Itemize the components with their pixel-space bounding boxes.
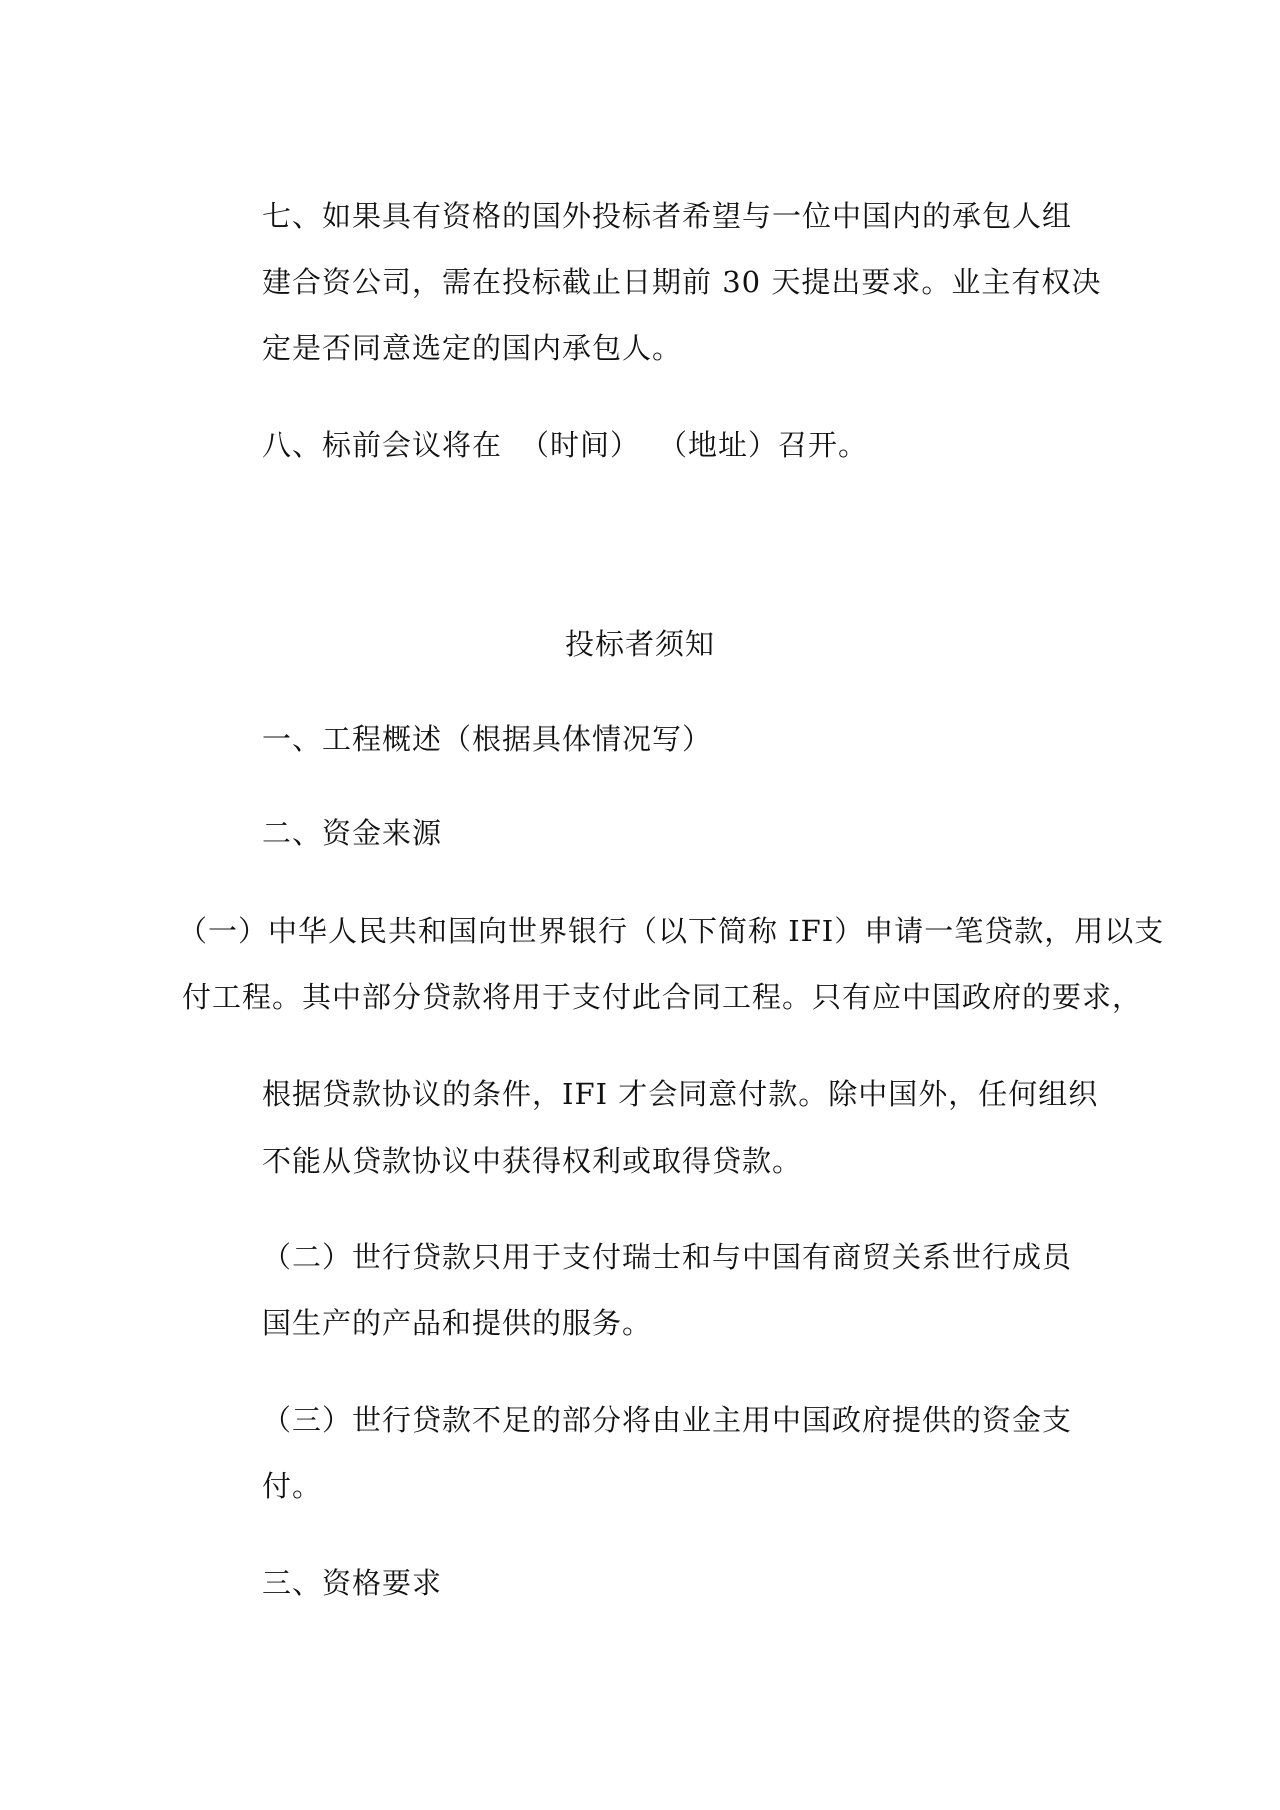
- item-1-overview: 一、工程概述（根据具体情况写）: [262, 722, 713, 756]
- sub-3-line-1: （三）世行贷款不足的部分将由业主用中国政府提供的资金支: [262, 1403, 1073, 1437]
- sub-2-line-2: 国生产的产品和提供的服务。: [262, 1306, 653, 1340]
- section-title: 投标者须知: [564, 627, 715, 661]
- clause-7-line-3: 定是否同意选定的国内承包人。: [262, 331, 683, 365]
- sub-2-line-1: （二）世行贷款只用于支付瑞士和与中国有商贸关系世行成员: [262, 1240, 1073, 1274]
- clause-8: [262, 425, 868, 465]
- clause-7-line-2: 建合资公司，需在投标截止日期前 30 天提出要求。业主有权决: [262, 265, 1102, 299]
- sub-1-line-2: 付工程。其中部分贷款将用于支付此合同工程。只有应中国政府的要求，: [182, 980, 1143, 1014]
- sub-1-line-3: 根据贷款协议的条件，IFI 才会同意付款。除中国外，任何组织: [262, 1077, 1099, 1111]
- item-3-qualifications: 三、资格要求: [262, 1566, 443, 1600]
- clause-8-place: （地址）: [658, 428, 779, 462]
- clause-8-suffix: 召开。: [778, 428, 869, 462]
- clause-7-line-1: 七、如果具有资格的国外投标者希望与一位中国内的承包人组: [262, 199, 1073, 233]
- clause-8-prefix: 八、标前会议将在: [262, 428, 503, 462]
- sub-1-line-1: （一）中华人民共和国向世界银行（以下简称 IFI）申请一笔贷款，用以支: [178, 914, 1165, 948]
- sub-3-line-2: 付。: [262, 1469, 323, 1503]
- clause-8-time: （时间）: [520, 428, 641, 462]
- item-2-funding: 二、资金来源: [262, 816, 443, 850]
- sub-1-line-4: 不能从贷款协议中获得权利或取得贷款。: [262, 1144, 803, 1178]
